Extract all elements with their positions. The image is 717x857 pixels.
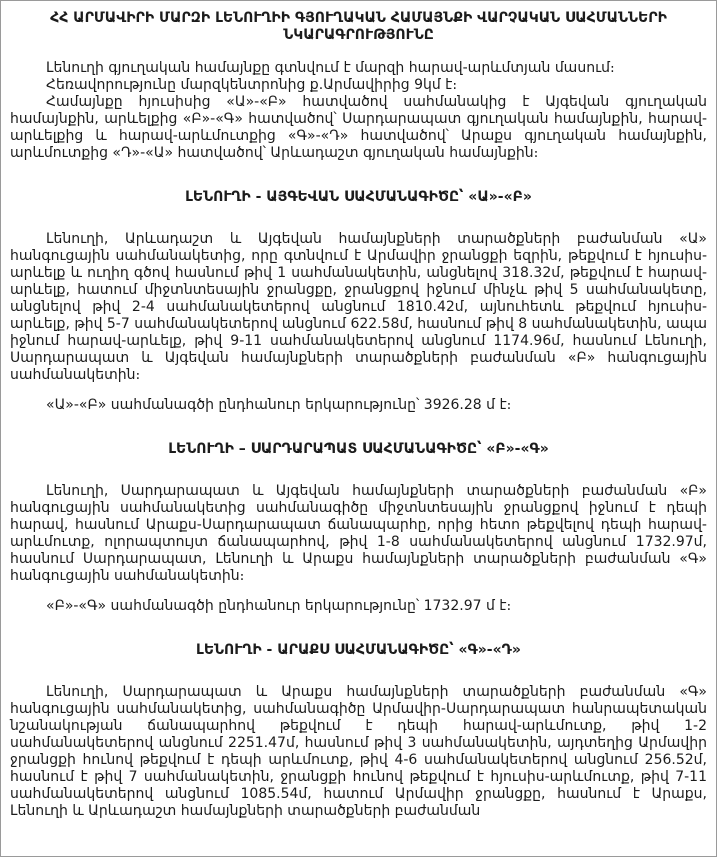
intro-paragraph-location: Լենուղի գյուղական համայնքը գտնվում է մարզի հարավ-արևմտյան մասում։: [46, 60, 615, 76]
boundary-section-a-b: [10, 189, 707, 414]
document-title-line-2: ՆԿԱՐԱԳՐՈՒԹՅՈՒՆԸ: [283, 27, 434, 43]
boundary-section-g-d: [10, 642, 707, 820]
intro-paragraph-neighbors: Համայնքը հյուսիսից «Ա»-«Բ» հատվածով սահմանակից է Այգեվան գյուղական համայնքին, արևելքից «Բ»-«Գ» հատվածով՝ Սարդարապատ գյուղական համայնքին, հարավ-արևելքից և հարավ-արևմուտքից «Գ»-«Դ» հատվածով՝ Արաքս գյուղական համայնքին, արևմուտքից «Դ»-«Ա» հատվածով՝ Արևադաշտ գյուղական համայնքին։: [10, 94, 707, 161]
boundary-section-b-g: [10, 441, 707, 615]
boundary-section-b-g-total-length: «Բ»-«Գ» սահմանագծի ընդհանուր երկարությունը՝ 1732.97 մ է։: [46, 598, 512, 614]
boundary-section-b-g-body: Լենուղի, Սարդարապատ և Այգեվան համայնքների տարածքների բաժանման «Բ» հանգուցային սահմանակետից սահմանագիծը միջտնտեսային ջրանցքով իջնում է դեպի հարավ, հասնում Արաքս-Սարդարապատ ճանապարհը, որից հետո թեքվելով դեպի հարավ-արևմուտք, ոլորապտույտ ճանապարհով, թիվ 1-8 սահմանակետերով անցնում 1732.97մ, հասնում Սարդարապատ, Լենուղի և Արաքս համայնքների տարածքների բաժանման «Գ» հանգուցային սահմանակետին։: [10, 483, 707, 584]
boundary-section-b-g-heading: ԼԵՆՈՒՂԻ – ՍԱՐԴԱՐԱՊԱՏ ՍԱՀՄԱՆԱԳԻԾԸ՝ «Բ»-«Գ»: [168, 441, 549, 457]
boundary-section-a-b-total-length: «Ա»-«Բ» սահմանագծի ընդհանուր երկարությունը՝ 3926.28 մ է։: [46, 397, 512, 413]
intro-paragraph-distance: Հեռավորությունը մարզկենտրոնից ք.Արմավիրից 9կմ է։: [46, 77, 458, 93]
boundary-section-g-d-heading: ԼԵՆՈՒՂԻ - ԱՐԱՔՍ ՍԱՀՄԱՆԱԳԻԾԸ՝ «Գ»-«Դ»: [196, 642, 521, 658]
boundary-section-a-b-heading: ԼԵՆՈՒՂԻ - ԱՅԳԵՎԱՆ ՍԱՀՄԱՆԱԳԻԾԸ՝ «Ա»-«Բ»: [185, 189, 532, 205]
boundary-section-a-b-body: Լենուղի, Արևադաշտ և Այգեվան համայնքների տարածքների բաժանման «Ա» հանգուցային սահմանակետից, որը գտնվում է Արմավիր ջրանցքի եզրին, թեքվում է հյուսիս-արևելք և ուղիղ գծով հասնում թիվ 1 սահմանակետին, անցնելով 318.32մ, թեքվում է հարավ-արևելք, հատում միջտնտեսային ջրանցքը, ջրանցքով իջնում մինչև թիվ 5 սահմանակետը, անցնելով թիվ 2-4 սահմանակետերով անցնում 1810.42մ, այնուհետև թեքվում հյուսիս-արևելք, թիվ 5-7 սահմանակետերով անցնում 622.58մ, հասնում թիվ 8 սահմանակետին, ապա իջնում հարավ-արևելք, թիվ 9-11 սահմանակետերով անցնում 1174.96մ, հասնում Լենուղի, Սարդարապատ և Այգեվան համայնքների տարածքների բաժանման «Բ» հանգուցային սահմանակետին։: [10, 231, 707, 383]
document-title: [14, 10, 703, 44]
document-title-line-1: ՀՀ ԱՐՄԱՎԻՐԻ ՄԱՐԶԻ ԼԵՆՈՒՂԻԻ ԳՅՈՒՂԱԿԱՆ ՀԱՄԱՅՆՔԻ ՎԱՐՉԱԿԱՆ ՍԱՀՄԱՆՆԵՐԻ: [50, 10, 667, 26]
boundary-section-g-d-body: Լենուղի, Սարդարապատ և Արաքս համայնքների տարածքների բաժանման «Գ» հանգուցային սահմանակետից, սահմանագիծը Արմավիր-Սարդարապատ հանրապետական նշանակության ճանապարհով թեքվում է դեպի հարավ-արևմուտք, թիվ 1-2 սահմանակետերով անցնում 2251.47մ, հասնում թիվ 3 սահմանակետին, այդտեղից Արմավիր ջրանցքի հունով թեքվում է դեպի արևմուտք, թիվ 4-6 սահմանակետերով անցնում 256.52մ, հասնում է թիվ 7 սահմանակետին, ջրանցքի հունով թեքվում է հյուսիս-արևմուտք, թիվ 7-11 սահմանակետերով անցնում 1085.54մ, հատում Արմավիր ջրանցքը, հասնում է Արաքս, Լենուղի և Արևադաշտ համայնքների տարածքների բաժանման: [10, 684, 707, 819]
